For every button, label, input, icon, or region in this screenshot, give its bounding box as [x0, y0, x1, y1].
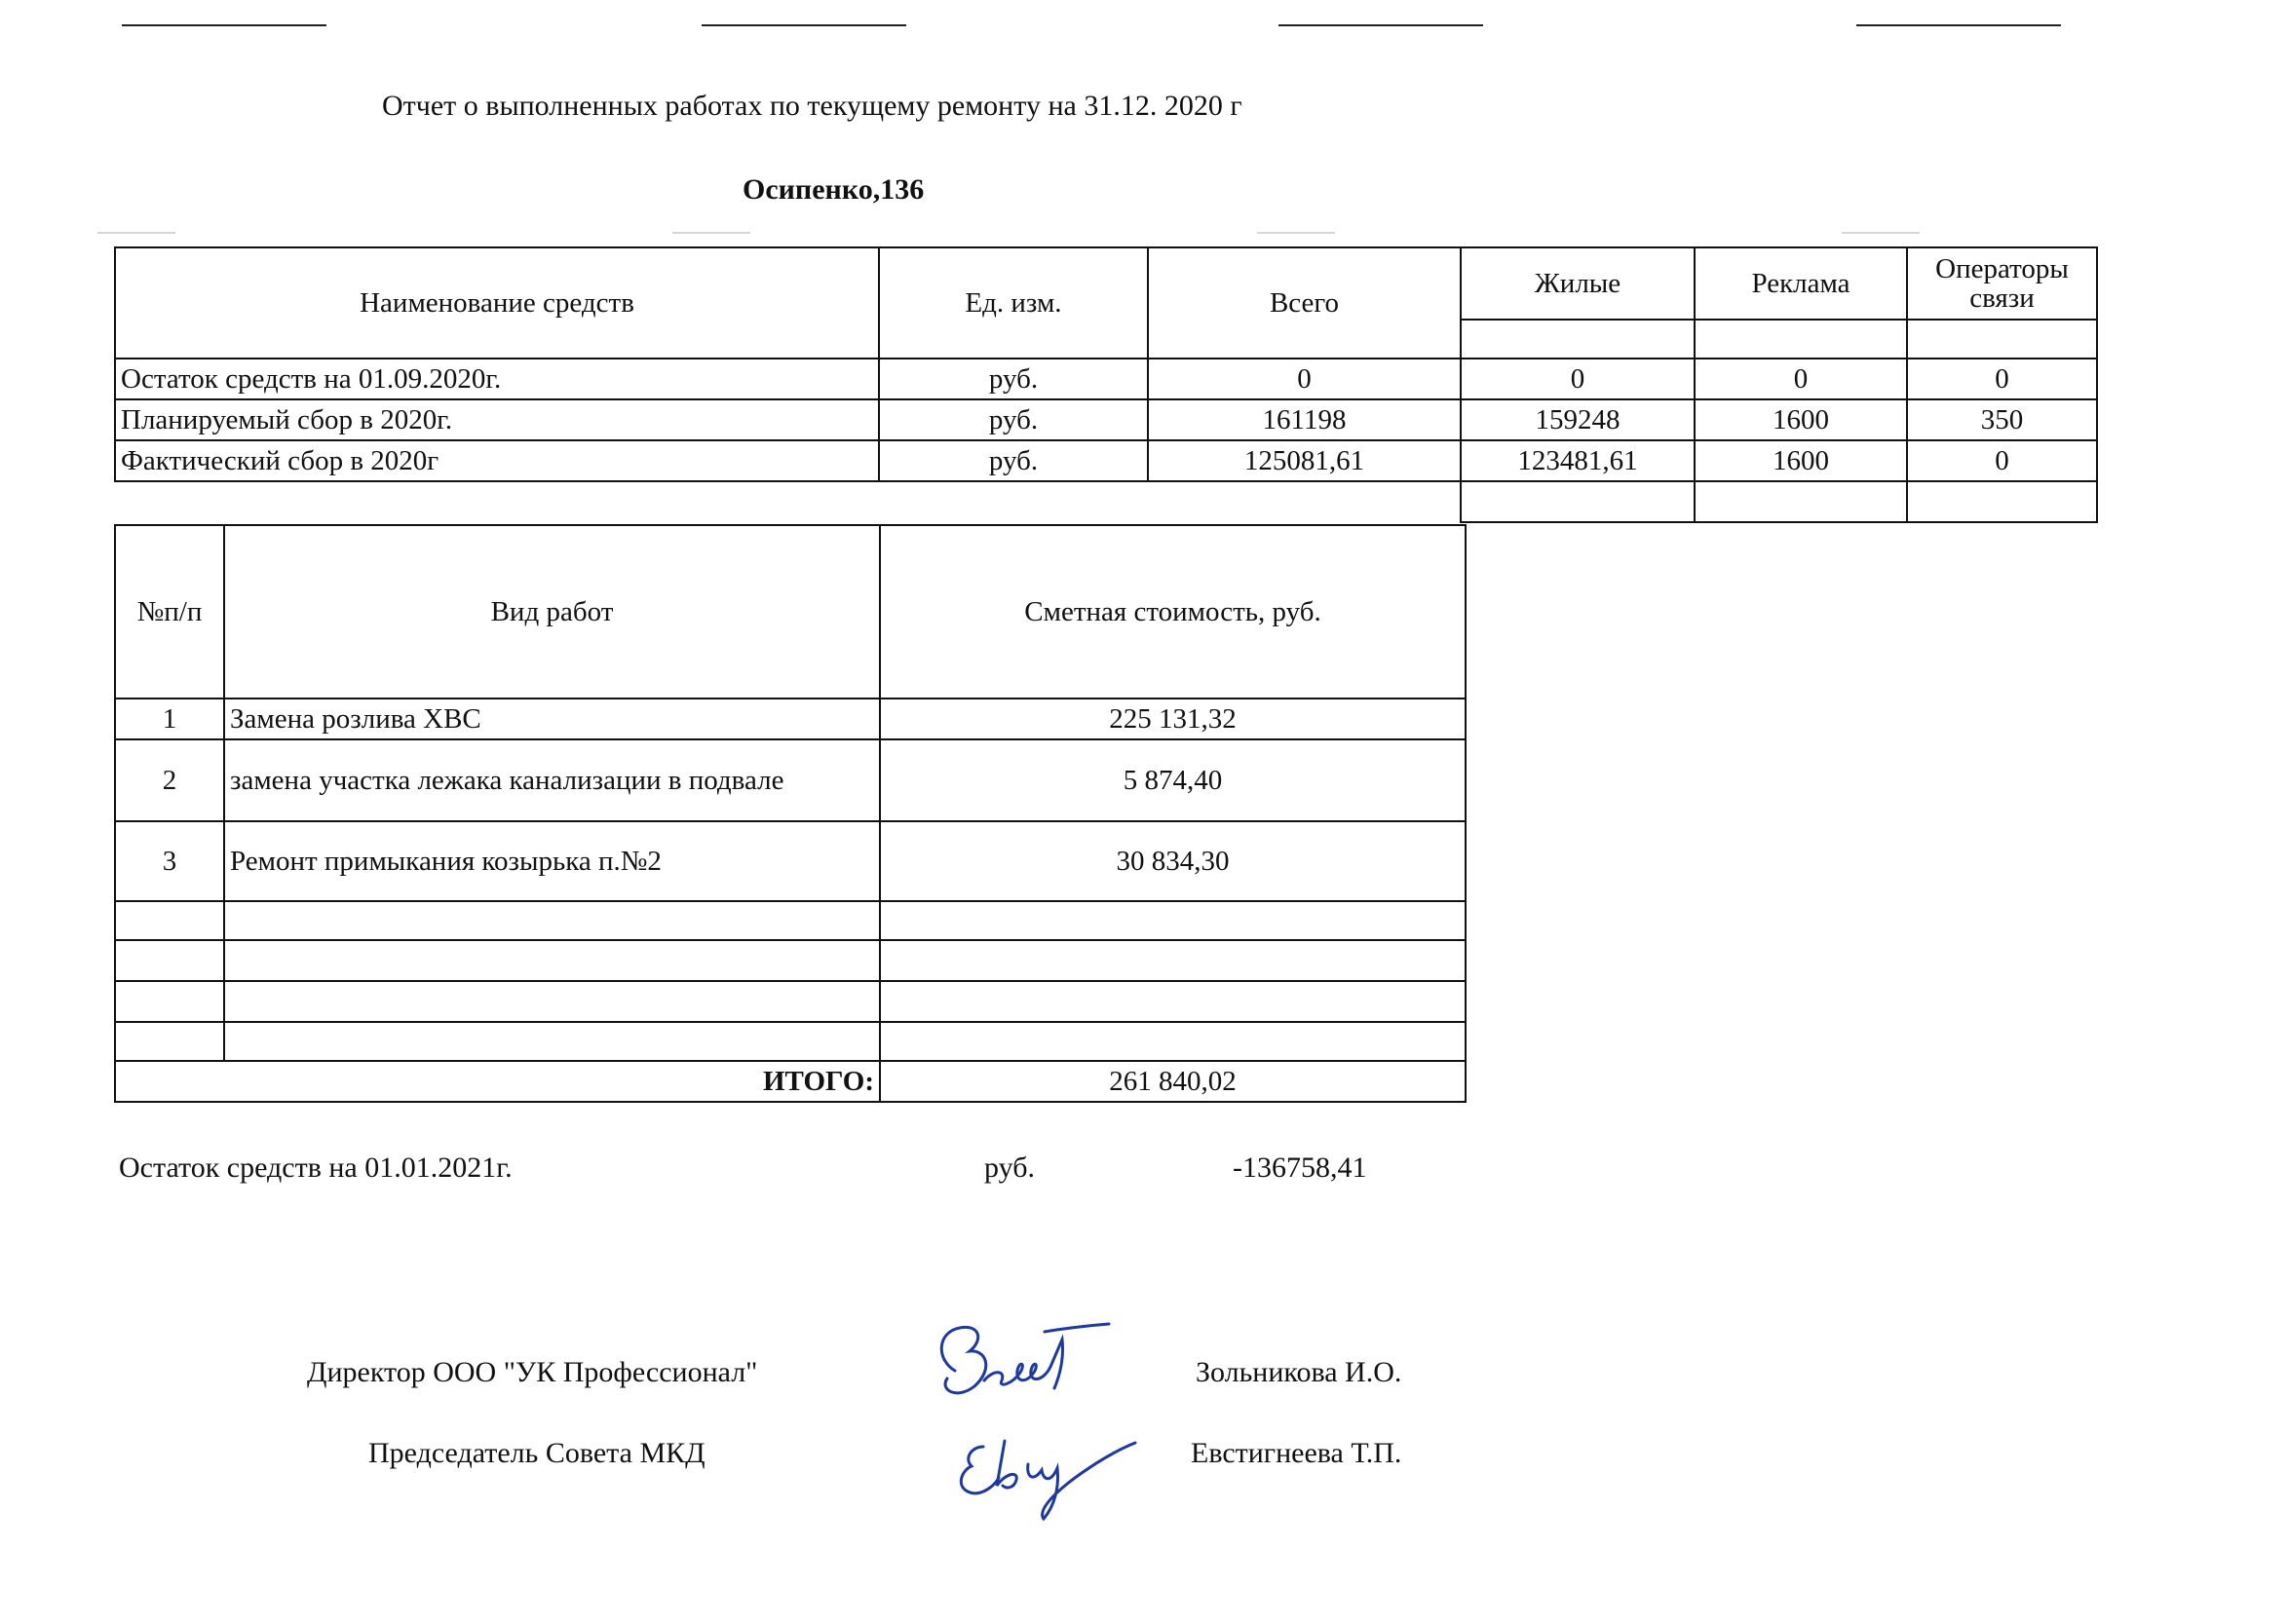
row-work: замена участка лежака канализации в подвале: [224, 739, 880, 821]
header-total: Всего: [1148, 247, 1461, 359]
address-heading: Осипенко,136: [743, 173, 925, 206]
row-operators: 0: [1907, 440, 2097, 481]
empty-cell: [880, 901, 1466, 940]
row-advertising: 0: [1695, 359, 1907, 399]
top-rule: [1278, 24, 1483, 26]
blank-area: [115, 481, 1461, 522]
top-rule: [122, 24, 326, 26]
empty-cell: [1695, 481, 1907, 522]
table-row: [115, 359, 2097, 399]
empty-cell: [1907, 481, 2097, 522]
top-rule: [1856, 24, 2061, 26]
header-number: №п/п: [115, 525, 224, 699]
row-residential: 0: [1461, 359, 1695, 399]
row-total: 0: [1148, 359, 1461, 399]
row-operators: 0: [1907, 359, 2097, 399]
row-unit: руб.: [879, 359, 1148, 399]
header-work: Вид работ: [224, 525, 880, 699]
balance-value: -136758,41: [1233, 1152, 1367, 1184]
row-name: Фактический сбор в 2020г: [115, 440, 879, 481]
empty-cell: [880, 981, 1466, 1022]
director-signature-image: [926, 1310, 1121, 1413]
empty-cell: [224, 940, 880, 981]
empty-cell: [1695, 320, 1907, 359]
total-row: [115, 1061, 1466, 1102]
empty-cell: [224, 981, 880, 1022]
total-label: ИТОГО:: [115, 1061, 880, 1102]
row-unit: руб.: [879, 399, 1148, 440]
report-title: Отчет о выполненных работах по текущему ремонту на 31.12. 2020 г: [382, 90, 1242, 122]
signatory-name-chair: Евстигнеева Т.П.: [1191, 1437, 1402, 1469]
empty-cell: [1461, 481, 1695, 522]
empty-cell: [115, 1022, 224, 1061]
row-number: 1: [115, 699, 224, 739]
header-name: Наименование средств: [115, 247, 879, 359]
faint-rule: [1842, 232, 1920, 234]
row-advertising: 1600: [1695, 399, 1907, 440]
chair-signature-image: [950, 1417, 1145, 1525]
row-name: Планируемый сбор в 2020г.: [115, 399, 879, 440]
row-name: Остаток средств на 01.09.2020г.: [115, 359, 879, 399]
signatory-name-director: Зольникова И.О.: [1196, 1356, 1402, 1388]
table-row: [115, 699, 1466, 739]
row-cost: 225 131,32: [880, 699, 1466, 739]
empty-cell: [115, 981, 224, 1022]
row-operators: 350: [1907, 399, 2097, 440]
faint-rule: [672, 232, 750, 234]
empty-cell: [224, 1022, 880, 1061]
top-rule: [702, 24, 906, 26]
row-residential: 123481,61: [1461, 440, 1695, 481]
balance-unit: руб.: [984, 1152, 1035, 1184]
funds-table: [114, 246, 2098, 523]
empty-cell: [224, 901, 880, 940]
signatory-position-director: Директор ООО "УК Профессионал": [307, 1356, 758, 1388]
balance-label: Остаток средств на 01.01.2021г.: [119, 1152, 513, 1184]
row-work: Ремонт примыкания козырька п.№2: [224, 821, 880, 901]
empty-cell: [880, 940, 1466, 981]
row-advertising: 1600: [1695, 440, 1907, 481]
row-number: 2: [115, 739, 224, 821]
row-number: 3: [115, 821, 224, 901]
header-residential: Жилые: [1461, 247, 1695, 320]
table-row: [115, 399, 2097, 440]
faint-rule: [97, 232, 175, 234]
total-value: 261 840,02: [880, 1061, 1466, 1102]
empty-cell: [115, 940, 224, 981]
row-total: 161198: [1148, 399, 1461, 440]
header-operators: Операторы связи: [1907, 247, 2097, 320]
row-cost: 5 874,40: [880, 739, 1466, 821]
table-row: [115, 739, 1466, 821]
empty-cell: [1907, 320, 2097, 359]
faint-rule: [1257, 232, 1335, 234]
row-total: 125081,61: [1148, 440, 1461, 481]
header-unit: Ед. изм.: [879, 247, 1148, 359]
table-row: [115, 821, 1466, 901]
row-unit: руб.: [879, 440, 1148, 481]
empty-cell: [115, 901, 224, 940]
empty-cell: [880, 1022, 1466, 1061]
header-cost: Сметная стоимость, руб.: [880, 525, 1466, 699]
row-cost: 30 834,30: [880, 821, 1466, 901]
row-residential: 159248: [1461, 399, 1695, 440]
row-work: Замена розлива ХВС: [224, 699, 880, 739]
empty-cell: [1461, 320, 1695, 359]
signatory-position-chair: Председатель Совета МКД: [368, 1437, 705, 1469]
table-row: [115, 440, 2097, 481]
works-table: [114, 524, 1467, 1103]
header-advertising: Реклама: [1695, 247, 1907, 320]
